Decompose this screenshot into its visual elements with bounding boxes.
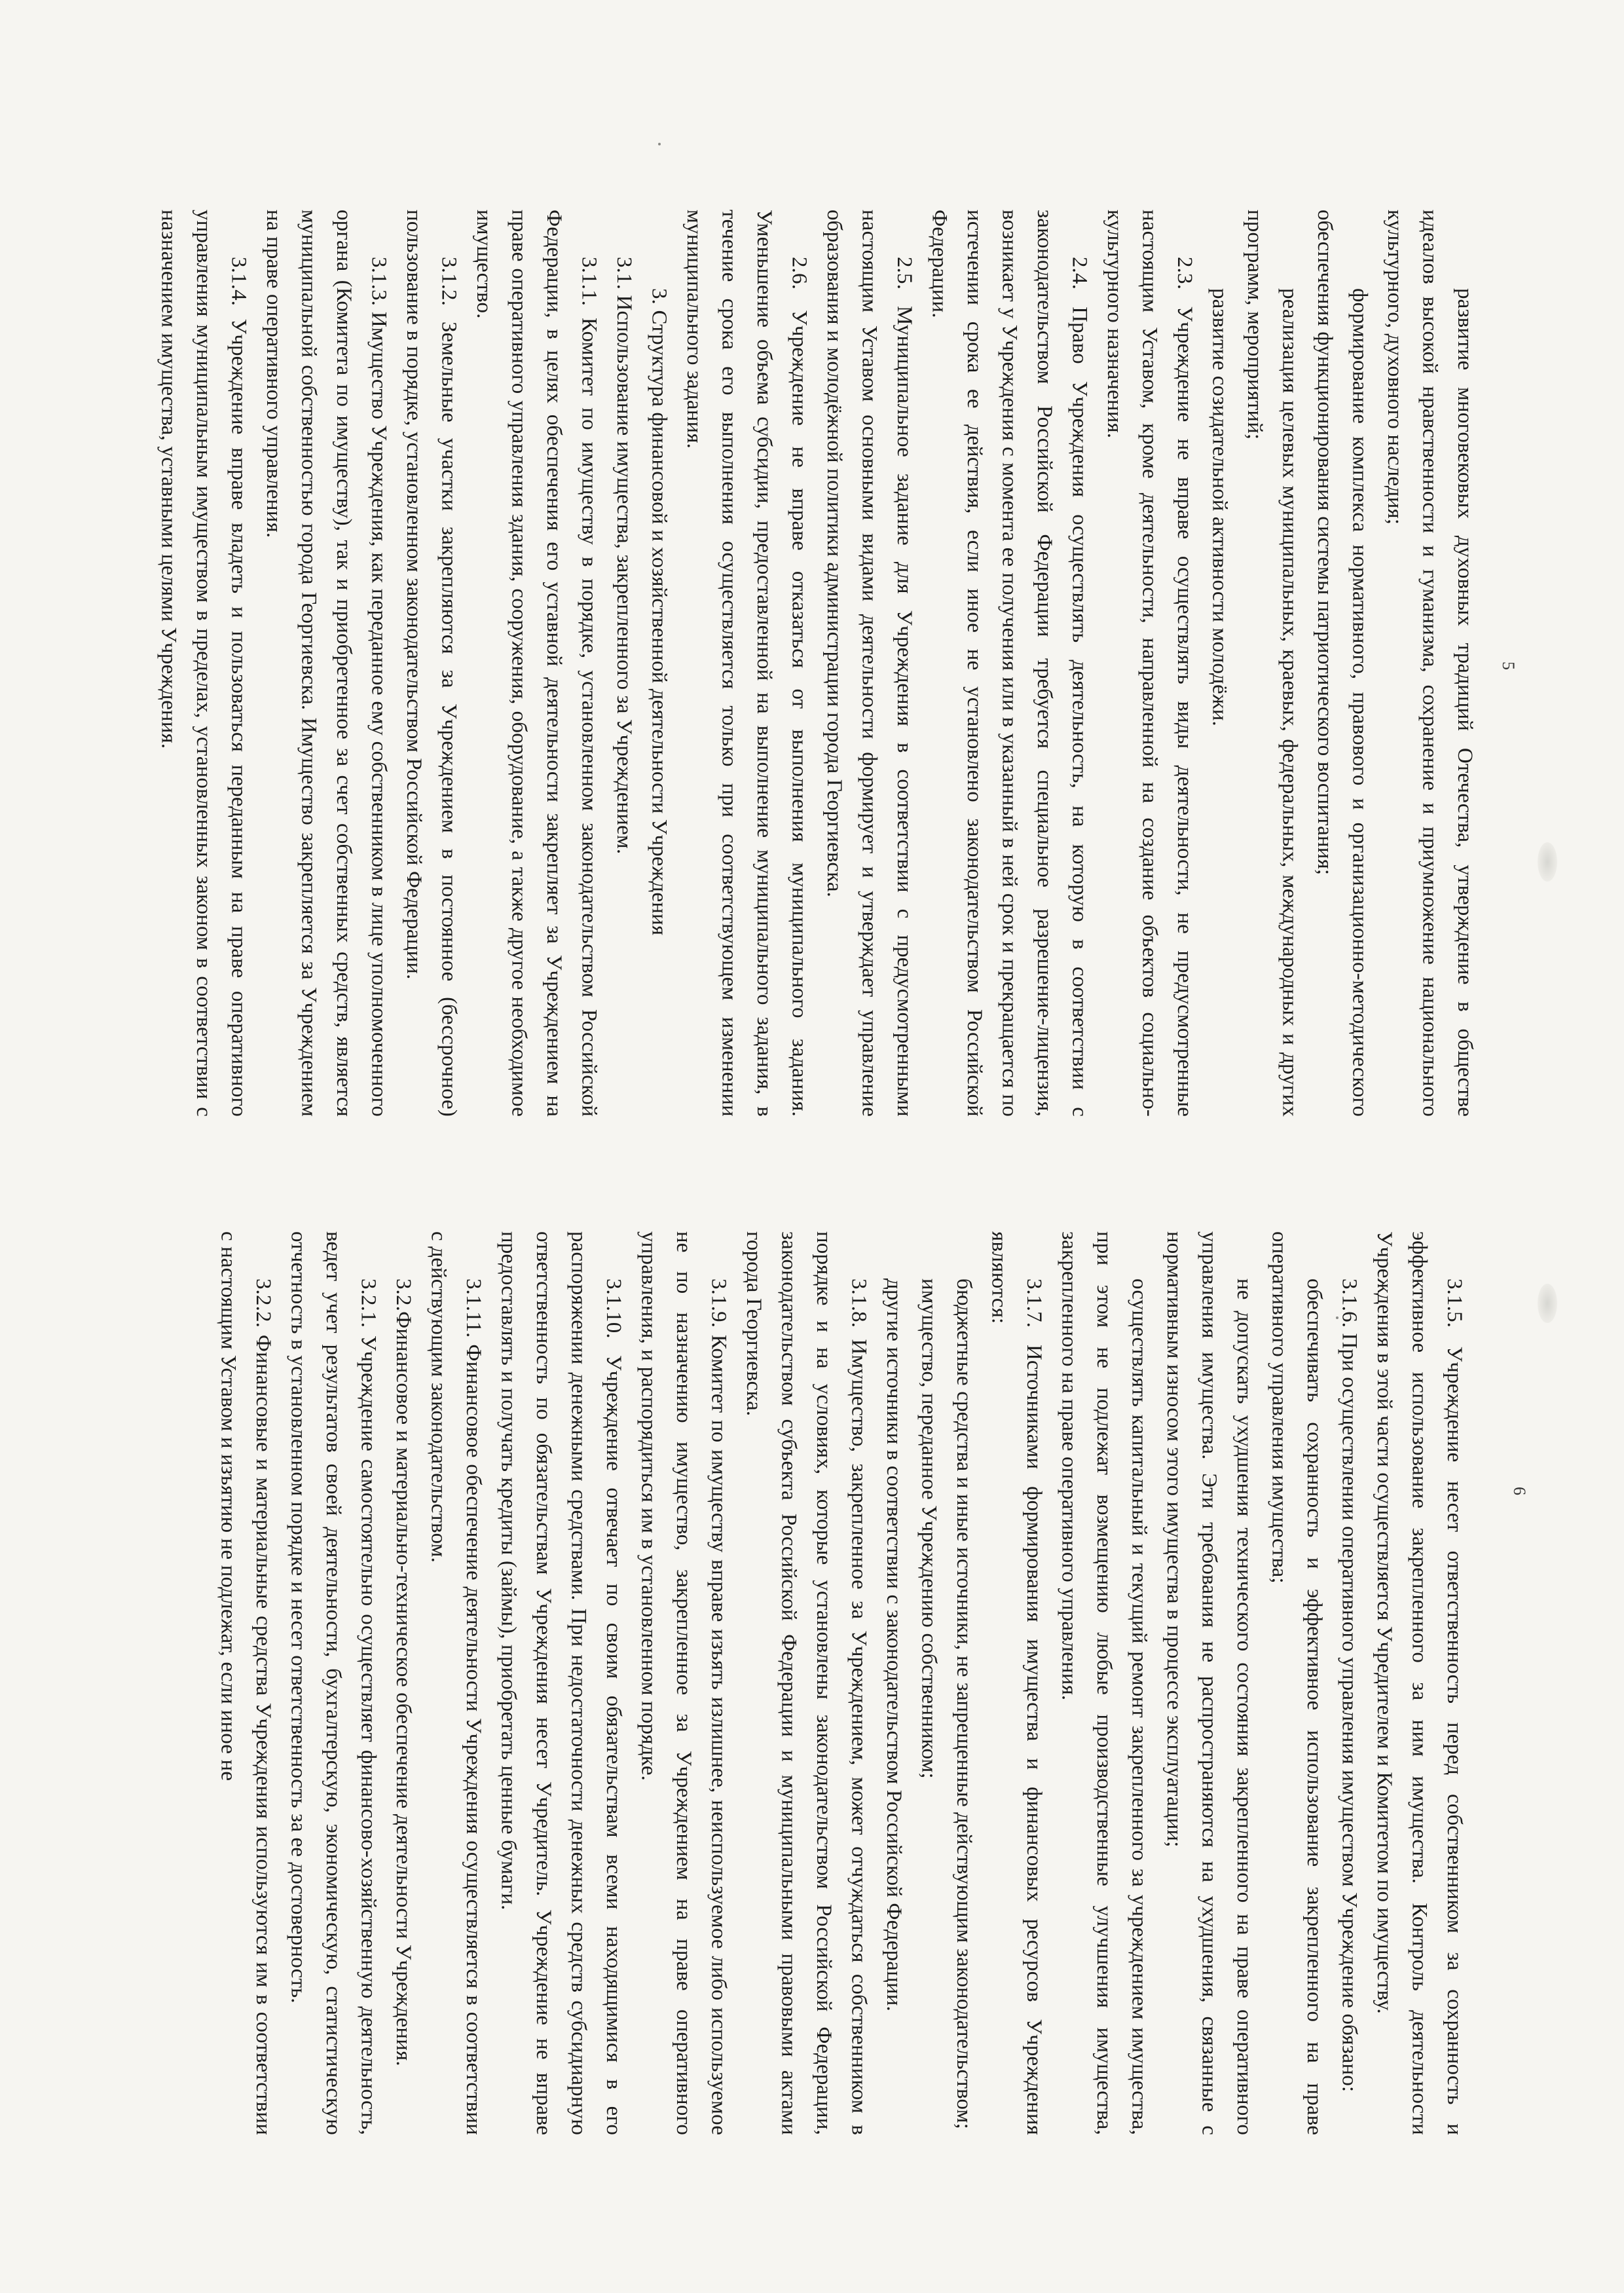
clause-3-1-2: 3.1.2. Земельные участки закрепляются за Учреждением в постоянное (бессрочное) пользование в порядке, установленном законодательством Российской Федерации.: [402, 210, 461, 1117]
clause-3-1-4: 3.1.4. Учреждение вправе владеть и пользоваться переданным на праве оперативного управления муниципальным имуществом в пределах, установленных законом в соответствии с назначением имущества, уставными целями Учреждения.: [157, 210, 251, 1117]
paragraph: осуществлять капитальный и текущий ремонт закрепленного за учреждением имущества, при этом не подлежат возмещению любые производственные улучшения имущества, закрепленного на праве оперативного управления.: [1057, 1231, 1151, 2135]
clause-3-1-5: 3.1.5. Учреждение несет ответственность перед собственником за сохранность и эффективное использование закрепленного за ним имущества. Контроль деятельности Учреждения в этой части осуществляется Учредителем и Комитетом по имуществу.: [1373, 1231, 1466, 2135]
clause-2-4: 2.4. Право Учреждения осуществлять деятельность, на которую в соответствии с законодательством Российской Федерации требуется специальное разрешение-лицензия, возникает у Учреждения с момента ее получения или в указанный в ней срок и прекращается по истечении срока ее действия, если иное не установлено законодательством Российской Федерации.: [927, 210, 1092, 1117]
clause-3-1-8: 3.1.8. Имущество, закрепленное за Учреждением, может отчуждаться собственником в порядке и на условиях, которые установлены законодательством Российской Федерации, законодательством субъекта Российской Федерации и муниципальными правовыми актами города Георгиевска.: [742, 1231, 871, 2135]
paragraph: другие источники в соответствии с законодательством Российской Федерации.: [882, 1278, 906, 2011]
clause-3-1-3: 3.1.3. Имущество Учреждения, как переданное ему собственником в лице уполномоченного органа (Комитета по имуществу), так и приобретенное за счет собственных средств, является муниципальной собственностью города Георгиевска. Имущество закрепляется за Учреждением на праве оперативного управления.: [262, 210, 391, 1117]
clause-2-3: 2.3. Учреждение не вправе осуществлять виды деятельности, не предусмотренные настоящим Уставом, кроме деятельности, направленной на создание объектов социально-культурного назначения.: [1103, 210, 1196, 1117]
section-3-heading: 3. Структура финансовой и хозяйственной деятельности Учреждения: [647, 288, 671, 936]
page-number-left: 5: [1499, 662, 1518, 670]
paragraph: развитие многовековых духовных традиций Отечества, утверждение в обществе идеалов высокой нравственности и гуманизма, сохранение и приумножение национального культурного, духовного наследия;: [1383, 210, 1477, 1117]
clause-3-1-9: 3.1.9. Комитет по имуществу вправе изъять излишнее, неиспользуемое либо используемое не по назначению имущество, закрепленное за Учреждением на праве оперативного управления, и распорядиться им в установленном порядке.: [637, 1231, 731, 2135]
paragraph: бюджетные средства и иные источники, не запрещенные действующим законодательством;: [952, 1278, 976, 2129]
clause-3-2-1: 3.2.1. Учреждение самостоятельно осуществляет финансово-хозяйственную деятельность, ведет учет результатов своей деятельности, бухгалтерскую, экономическую, статистическую отчетность в установленном порядке и несет ответственность за ее достоверность.: [286, 1231, 380, 2135]
clause-3-1-7: 3.1.7. Источниками формирования имущества и финансовых ресурсов Учреждения являются:: [987, 1231, 1046, 2135]
paragraph: имущество, переданное Учреждению собственником;: [917, 1278, 941, 1779]
paragraph: формирование комплекса нормативного, правового и организационно-методического обеспечения функционирования системы патриотического воспитания;: [1313, 210, 1372, 1117]
page-number-right: 6: [1510, 1487, 1529, 1495]
paragraph: обеспечивать сохранность и эффективное использование закрепленного на праве оперативного управления имущества;: [1267, 1231, 1326, 2135]
clause-3-2: 3.2.Финансовое и материально-техническое обеспечение деятельности Учреждения.: [392, 1278, 415, 2066]
clause-2-6: 2.6. Учреждение не вправе отказаться от выполнения муниципального задания. Уменьшение объема субсидии, предоставленной на выполнение муниципального задания, в течение срока его выполнения осуществляется только при соответствующем изменении муниципального задания.: [682, 210, 811, 1117]
punch-hole-shadow: [1538, 842, 1557, 882]
scan-speck: [658, 143, 661, 145]
punch-hole-shadow: [1538, 1284, 1557, 1323]
paragraph: развитие созидательной активности молодёжи.: [1208, 288, 1232, 726]
clause-3-2-2: 3.2.2. Финансовые и материальные средства Учреждения используются им в соответствии с настоящим Уставом и изъятию не подлежат, если иное не: [216, 1231, 275, 2135]
clause-3-1-11: 3.1.11. Финансовое обеспечение деятельности Учреждения осуществляется в соответствии с действующим законодательством.: [426, 1231, 485, 2135]
clause-2-5: 2.5. Муниципальное задание для Учреждения в соответствии с предусмотренными настоящим Уставом основными видами деятельности формирует и утверждает управление образования и молодёжной политики администрации города Георгиевска.: [822, 210, 916, 1117]
clause-3-1: 3.1. Использование имущества, закрепленного за Учреждением.: [612, 257, 636, 855]
charter-page-5-text: [157, 210, 1482, 1117]
paragraph: не допускать ухудшения технического состояния закрепленного на праве оперативного управления имущества. Эти требования не распространяются на ухудшения, связанные с нормативным износом этого имущества в процессе эксплуатации;: [1162, 1231, 1256, 2135]
clause-3-1-1: 3.1.1. Комитет по имуществу в порядке, установленном законодательством Российской Федерации, в целях обеспечения его уставной деятельности закрепляет за Учреждением на праве оперативного управления здания, сооружения, оборудование, а также другое необходимое имущество.: [472, 210, 601, 1117]
clause-3-1-6: 3.1.6. При осуществлении оперативного управления имуществом Учреждение обязано:: [1337, 1278, 1361, 2093]
charter-page-6-text: [172, 1231, 1471, 2135]
paragraph: реализация целевых муниципальных, краевых, федеральных, международных и других программ, мероприятий;: [1243, 210, 1302, 1117]
clause-3-1-10: 3.1.10. Учреждение отвечает по своим обязательствам всеми находящимися в его распоряжении денежными средствами. При недостаточности денежных средств субсидиарную ответственность по обязательствам Учреждения несет Учредитель. Учреждение не вправе предоставлять и получать кредиты (займы), приобретать ценные бумаги.: [496, 1231, 625, 2135]
